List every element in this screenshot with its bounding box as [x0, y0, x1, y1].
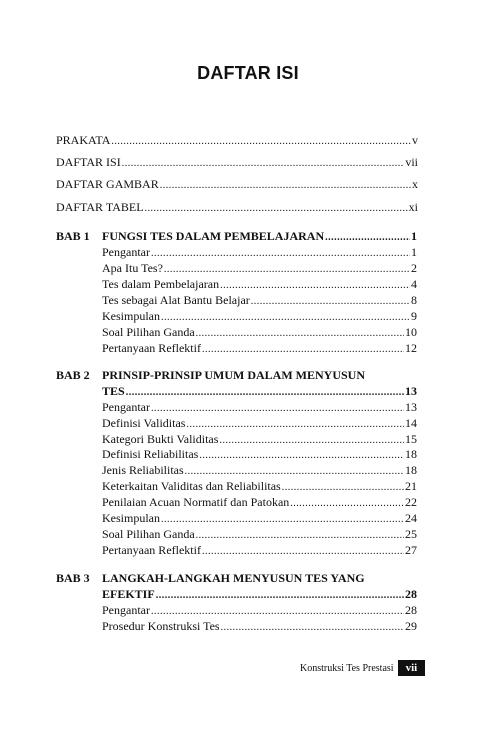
leader-dots — [196, 327, 404, 341]
leader-dots — [161, 311, 410, 325]
leader-dots — [220, 279, 410, 293]
toc-entry-label: Keterkaitan Validitas dan Reliabilitas — [102, 479, 281, 493]
toc-subentry[interactable] — [102, 341, 417, 357]
leader-dots — [151, 402, 404, 416]
toc-entry-label: Tes dalam Pembelajaran — [102, 277, 220, 291]
toc-subentry[interactable] — [102, 479, 417, 495]
toc-entry-page: 15 — [405, 432, 417, 446]
toc-entry-label: DAFTAR TABEL — [56, 200, 144, 214]
toc-entry-page: 18 — [405, 463, 417, 477]
toc-subentry[interactable] — [102, 495, 417, 511]
toc-entry-page: 13 — [405, 400, 417, 414]
chapter-title-continued: TES — [102, 384, 125, 398]
toc-entry-page: 28 — [405, 603, 417, 617]
leader-dots — [185, 465, 404, 479]
leader-dots — [282, 481, 404, 495]
leader-dots — [186, 418, 404, 432]
toc-entry-label: Jenis Reliabilitas — [102, 463, 184, 477]
toc-entry-page: 29 — [405, 619, 417, 633]
leader-dots — [156, 589, 404, 603]
toc-entry-label: Kategori Bukti Validitas — [102, 432, 219, 446]
toc-subentry[interactable] — [102, 511, 417, 527]
toc-entry-page: vii — [405, 155, 418, 169]
toc-entry-page: 27 — [405, 543, 417, 557]
leader-dots — [219, 434, 404, 448]
leader-dots — [151, 605, 404, 619]
toc-subentry[interactable] — [102, 463, 417, 479]
toc-entry-page: 1 — [411, 245, 417, 259]
toc-entry-label: PRAKATA — [56, 133, 111, 147]
chapter-page: 28 — [405, 587, 417, 601]
toc-entry-label: Soal Pilihan Ganda — [102, 325, 195, 339]
toc-subentry[interactable] — [102, 603, 417, 619]
chapter-title-continued: EFEKTIF — [102, 587, 155, 601]
toc-entry-label: Pengantar — [102, 603, 150, 617]
toc-entry-page: 22 — [405, 495, 417, 509]
toc-subentry[interactable] — [102, 325, 417, 341]
toc-entry-page: 12 — [405, 341, 417, 355]
leader-dots — [122, 157, 405, 171]
toc-subentry[interactable] — [102, 447, 417, 463]
leader-dots — [202, 545, 404, 559]
chapter-number: BAB 1 — [56, 229, 90, 243]
toc-entry-page: xi — [408, 200, 418, 214]
chapter-title-entry[interactable] — [102, 587, 417, 603]
toc-entry-page: 10 — [405, 325, 417, 339]
page-number-badge: vii — [398, 660, 426, 676]
toc-entry-daftar-tabel[interactable] — [56, 200, 418, 216]
toc-entry-label: Soal Pilihan Ganda — [102, 527, 195, 541]
toc-entry-label: Kesimpulan — [102, 511, 160, 525]
toc-entry-page: 4 — [411, 277, 417, 291]
chapter-title: FUNGSI TES DALAM PEMBELAJARAN — [102, 229, 325, 243]
toc-entry-label: Kesimpulan — [102, 309, 160, 323]
toc-entry-page: v — [412, 133, 418, 147]
toc-entry-label: Definisi Reliabilitas — [102, 447, 199, 461]
leader-dots — [126, 386, 404, 400]
chapter-title-entry[interactable] — [102, 384, 417, 400]
leader-dots — [145, 202, 408, 216]
leader-dots — [164, 263, 410, 277]
toc-entry-daftar-isi[interactable] — [56, 155, 418, 171]
page-footer — [300, 660, 425, 676]
toc-entry-label: Penilaian Acuan Normatif dan Patokan — [102, 495, 290, 509]
leader-dots — [161, 513, 404, 527]
chapter-title: PRINSIP-PRINSIP UMUM DALAM MENYUSUN — [102, 368, 365, 382]
leader-dots — [251, 295, 410, 309]
chapter-title: LANGKAH-LANGKAH MENYUSUN TES YANG — [102, 571, 365, 585]
toc-entry-page: 9 — [411, 309, 417, 323]
toc-subentry[interactable] — [102, 309, 417, 325]
toc-subentry[interactable] — [102, 277, 417, 293]
toc-entry-label: Prosedur Konstruksi Tes — [102, 619, 220, 633]
toc-subentry[interactable] — [102, 619, 417, 635]
toc-subentry[interactable] — [102, 527, 417, 543]
toc-entry-label: DAFTAR GAMBAR — [56, 177, 159, 191]
toc-entry-page: 24 — [405, 511, 417, 525]
toc-subentry[interactable] — [102, 261, 417, 277]
toc-entry-label: Apa Itu Tes? — [102, 261, 163, 275]
leader-dots — [202, 343, 404, 357]
toc-entry-page: x — [412, 177, 418, 191]
toc-entry-label: Definisi Validitas — [102, 416, 186, 430]
leader-dots — [196, 529, 404, 543]
toc-entry-daftar-gambar[interactable] — [56, 177, 418, 193]
chapter-number: BAB 2 — [56, 368, 90, 382]
leader-dots — [290, 497, 404, 511]
toc-entry-label: DAFTAR ISI — [56, 155, 121, 169]
toc-subentry[interactable] — [102, 432, 417, 448]
toc-entry-page: 2 — [411, 261, 417, 275]
leader-dots — [199, 449, 404, 463]
toc-subentry[interactable] — [102, 245, 417, 261]
chapter-page: 1 — [411, 229, 417, 243]
chapter-number: BAB 3 — [56, 571, 90, 585]
toc-subentry[interactable] — [102, 416, 417, 432]
toc-entry-page: 8 — [411, 293, 417, 307]
leader-dots — [325, 231, 410, 245]
leader-dots — [160, 179, 411, 193]
leader-dots — [111, 135, 411, 149]
toc-entry-label: Pengantar — [102, 245, 150, 259]
toc-entry-page: 21 — [405, 479, 417, 493]
toc-subentry[interactable] — [102, 293, 417, 309]
toc-entry-label: Pengantar — [102, 400, 150, 414]
running-book-title: Konstruksi Tes Prestasi — [300, 662, 394, 674]
toc-entry-label: Tes sebagai Alat Bantu Belajar — [102, 293, 250, 307]
leader-dots — [221, 621, 404, 635]
page-title: DAFTAR ISI — [197, 63, 299, 83]
toc-entry-page: 14 — [405, 416, 417, 430]
toc-entry-page: 18 — [405, 447, 417, 461]
chapter-page: 13 — [405, 384, 417, 398]
leader-dots — [151, 247, 410, 261]
toc-subentry[interactable] — [102, 543, 417, 559]
toc-entry-page: 25 — [405, 527, 417, 541]
toc-entry-label: Pertanyaan Reflektif — [102, 543, 201, 557]
toc-entry-prakata[interactable] — [56, 133, 418, 149]
toc-subentry[interactable] — [102, 400, 417, 416]
toc-entry-label: Pertanyaan Reflektif — [102, 341, 201, 355]
chapter-title-entry[interactable] — [102, 229, 417, 245]
